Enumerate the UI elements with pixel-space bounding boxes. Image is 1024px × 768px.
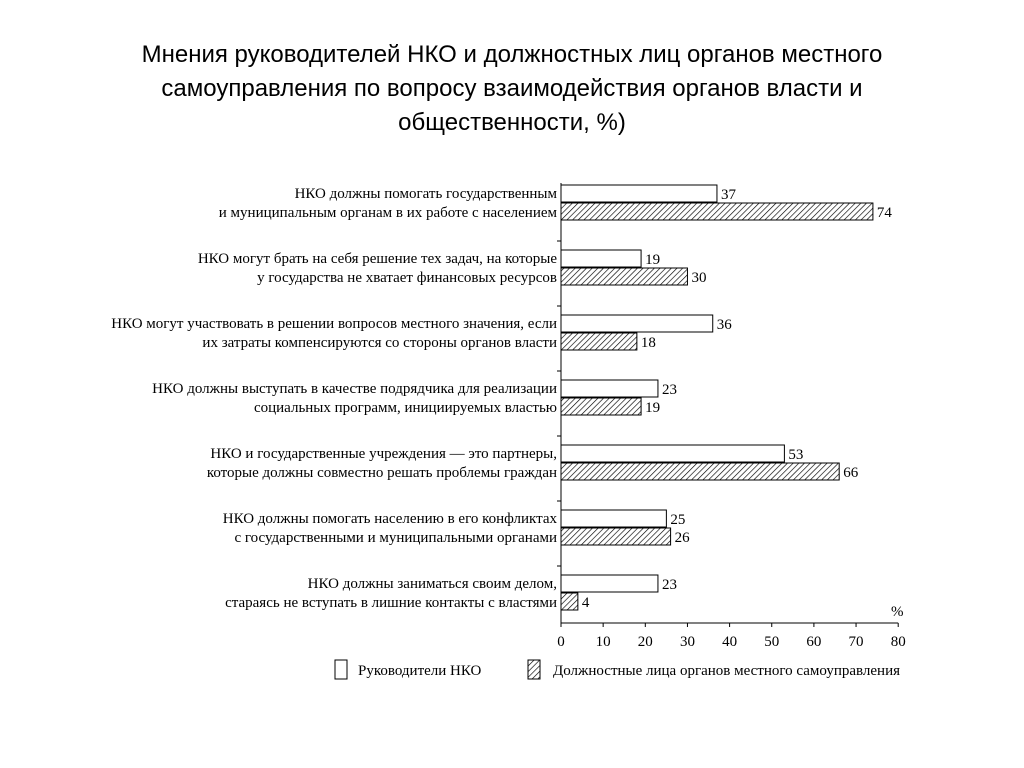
bar-nko-leaders <box>561 380 658 397</box>
bar-officials <box>561 203 873 220</box>
bar-officials <box>561 593 578 610</box>
bar-value-label: 19 <box>645 252 661 268</box>
bar-value-label: 18 <box>640 335 656 351</box>
bar-value-label: 23 <box>661 382 677 398</box>
bar-value-label: 30 <box>691 270 707 286</box>
category-label: НКО и государственные учреждения — это партнеры, <box>210 446 557 462</box>
category-label: с государственными и муниципальными органами <box>234 530 557 546</box>
category-label: НКО должны заниматься своим делом, <box>307 576 557 592</box>
legend-label-officials: Должностные лица органов местного самоуправления <box>553 663 901 679</box>
x-tick-label: 10 <box>595 634 611 650</box>
slide-title-line-3: общественности, %) <box>398 109 626 136</box>
bar-value-label: 19 <box>645 400 661 416</box>
bar-value-label: 66 <box>843 465 859 481</box>
bar-value-label: 53 <box>788 447 804 463</box>
bar-nko-leaders <box>561 185 717 202</box>
category-label: НКО могут брать на себя решение тех задач, на которые <box>197 251 557 267</box>
bar-officials <box>561 463 839 480</box>
category-label: стараясь не вступать в лишние контакты с властями <box>225 595 557 611</box>
x-tick-label: 60 <box>806 634 822 650</box>
bar-value-label: 23 <box>661 577 677 593</box>
bar-value-label: 36 <box>716 317 732 333</box>
x-tick-label: 0 <box>557 634 565 650</box>
category-label: их затраты компенсируются со стороны органов власти <box>202 335 557 351</box>
bar-value-label: 25 <box>670 512 686 528</box>
category-label: НКО могут участвовать в решении вопросов местного значения, если <box>111 316 557 332</box>
slide-title-line-1: Мнения руководителей НКО и должностных лиц органов местного <box>141 41 883 68</box>
bar-value-label: 26 <box>674 530 690 546</box>
bar-value-label: 74 <box>876 205 892 221</box>
x-tick-label: 80 <box>890 634 906 650</box>
category-label: социальных программ, инициируемых властью <box>253 400 557 416</box>
bar-nko-leaders <box>561 315 713 332</box>
bar-nko-leaders <box>561 445 784 462</box>
slide-title-line-2: самоуправления по вопросу взаимодействия органов власти и <box>161 75 863 102</box>
bar-value-label: 37 <box>720 187 736 203</box>
category-label: НКО должны выступать в качестве подрядчика для реализации <box>152 381 557 397</box>
x-tick-label: 30 <box>679 634 695 650</box>
bar-officials <box>561 398 641 415</box>
legend-swatch-nko-leaders <box>335 660 347 679</box>
legend-label-nko-leaders: Руководители НКО <box>358 663 482 679</box>
bar-value-label: 4 <box>581 595 590 611</box>
bar-officials <box>561 333 637 350</box>
category-label: НКО должны помогать населению в его конфликтах <box>222 511 557 527</box>
x-axis-unit-label: % <box>890 604 904 620</box>
x-tick-label: 70 <box>848 634 864 650</box>
x-tick-label: 20 <box>637 634 653 650</box>
bar-nko-leaders <box>561 575 658 592</box>
category-label: которые должны совместно решать проблемы граждан <box>206 465 557 481</box>
category-label: у государства не хватает финансовых ресурсов <box>257 270 557 286</box>
bar-officials <box>561 528 671 545</box>
legend-swatch-officials <box>528 660 540 679</box>
x-tick-label: 50 <box>764 634 780 650</box>
bar-nko-leaders <box>561 510 666 527</box>
category-label: НКО должны помогать государственным <box>294 186 557 202</box>
x-tick-label: 40 <box>722 634 738 650</box>
bar-nko-leaders <box>561 250 641 267</box>
bar-officials <box>561 268 687 285</box>
category-label: и муниципальным органам в их работе с населением <box>218 205 557 221</box>
